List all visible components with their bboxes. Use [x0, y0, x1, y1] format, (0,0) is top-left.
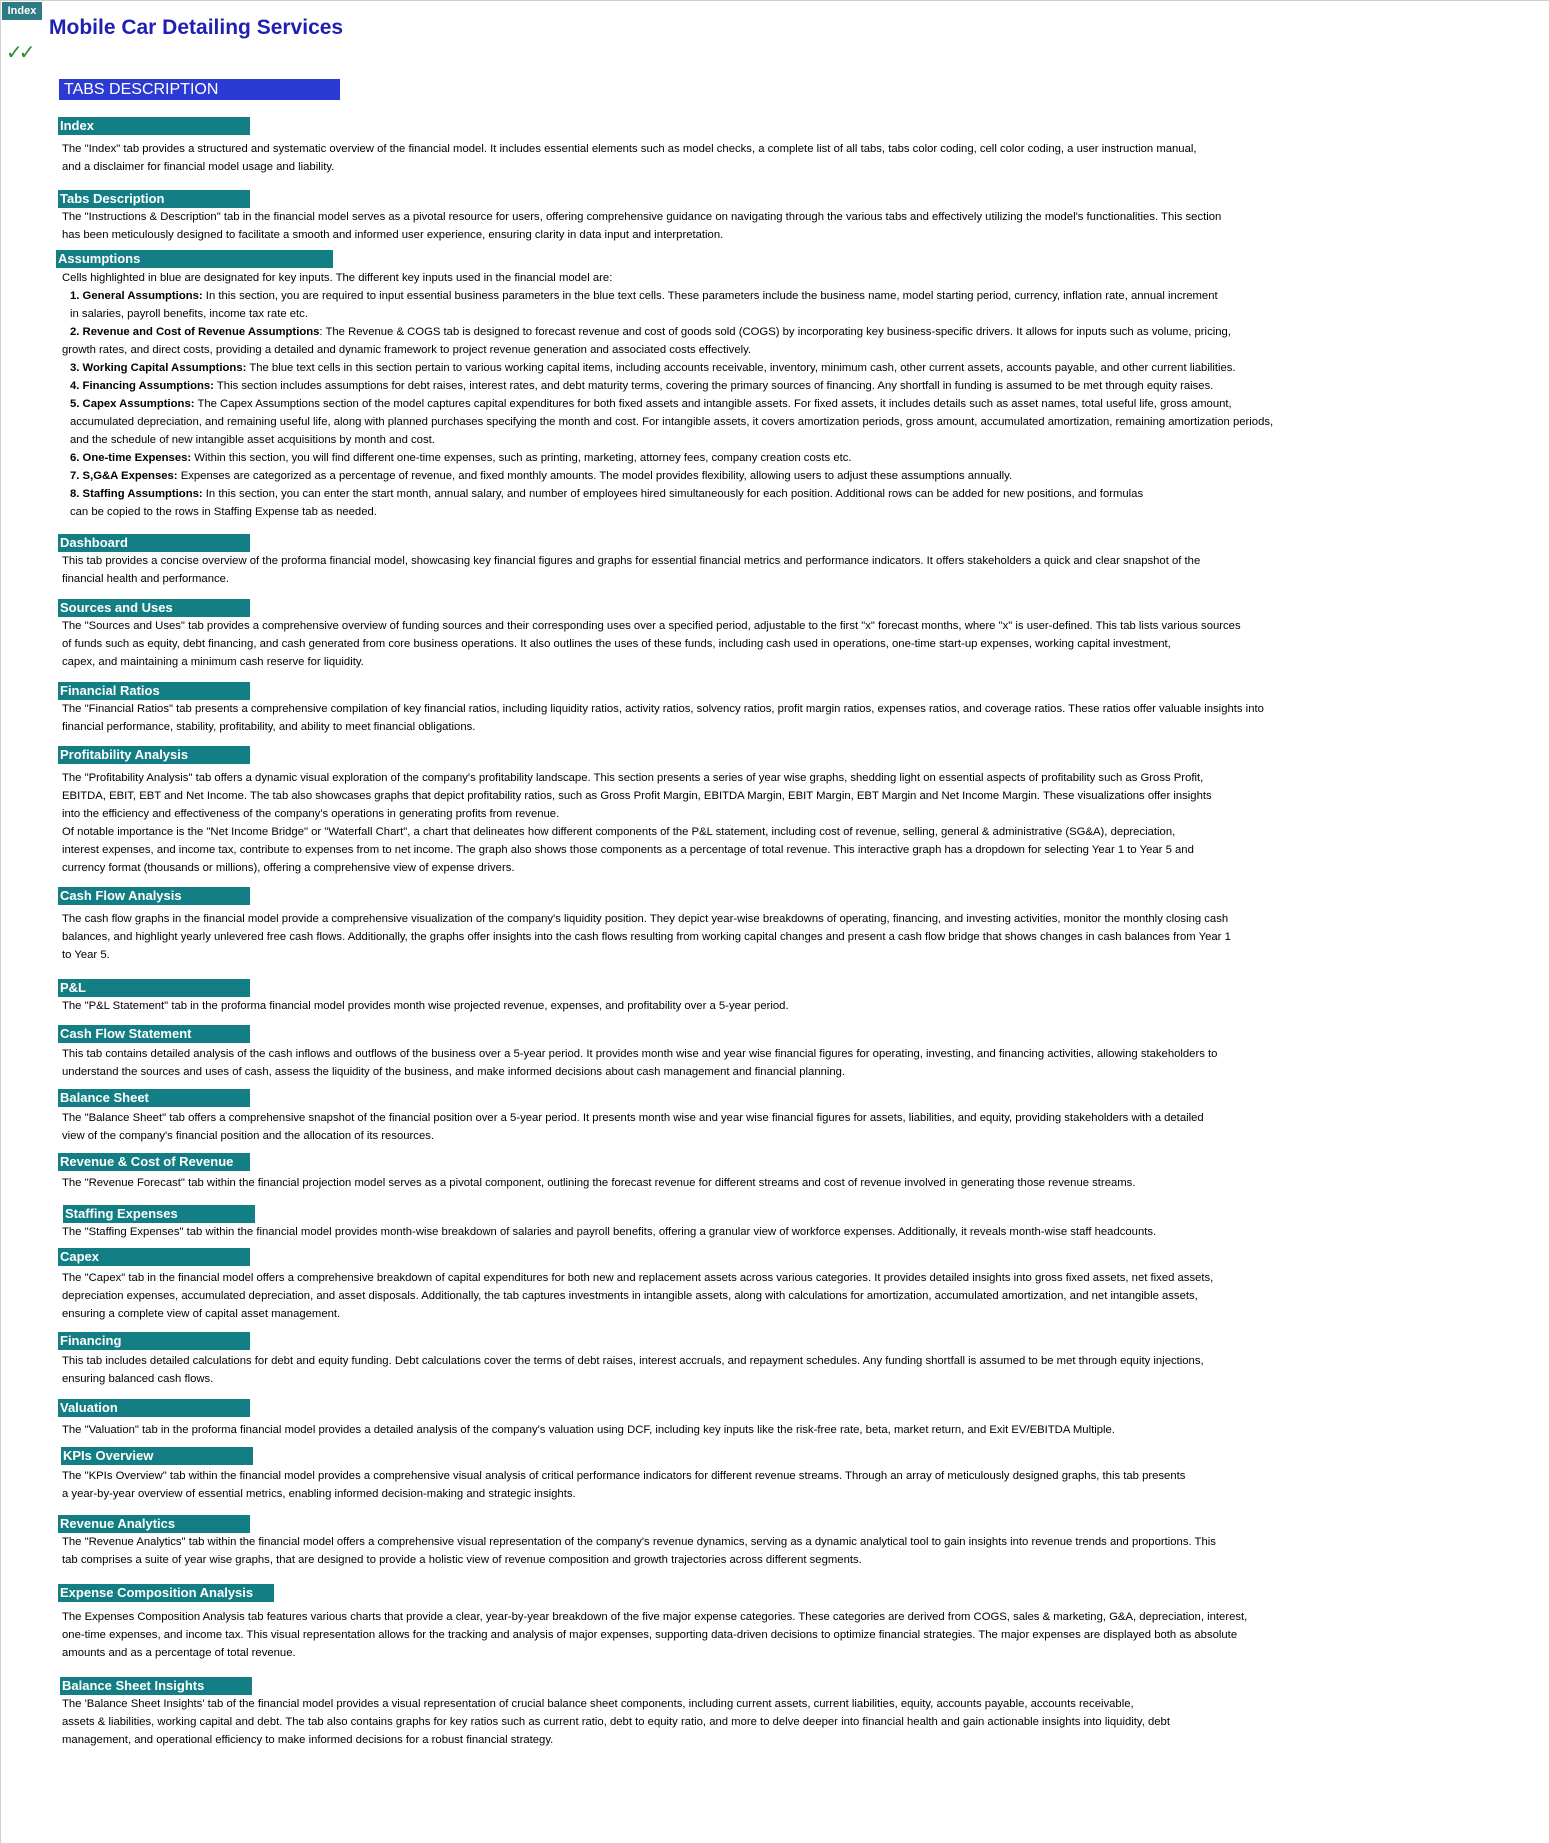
text-line: amounts and as a percentage of total revenue.: [62, 1647, 296, 1659]
section-cash-flow-analysis: [58, 887, 1402, 964]
section-balance-sheet: [58, 1089, 1402, 1145]
section-text: [62, 700, 1402, 736]
section-text: [62, 1223, 1402, 1241]
text-line: The "Index" tab provides a structured and systematic overview of the financial model. It includes essential elements such as model checks, a complete list of all tabs, tabs color coding, cell color coding, a user instruction manual,: [62, 143, 1197, 155]
section-profitability: [58, 746, 1402, 877]
text-line: into the efficiency and effectiveness of the company's operations in generating profits from revenue.: [62, 808, 560, 820]
text-line: capex, and maintaining a minimum cash reserve for liquidity.: [62, 656, 364, 668]
text-line: balances, and highlight yearly unlevered free cash flows. Additionally, the graphs offer insights into the cash flows resulting from working capital changes and present a cash flow bridge that shows changes in cash balances from Year 1: [62, 931, 1231, 943]
text-line: ensuring a complete view of capital asset management.: [62, 1308, 341, 1320]
text-line: The "Balance Sheet" tab offers a comprehensive snapshot of the financial position over a 5-year period. It presents month wise and year wise financial figures for assets, liabilities, and equity, providing stakeholders with a detailed: [62, 1112, 1204, 1124]
list-item-cont: growth rates, and direct costs, providing a detailed and dynamic framework to project revenue generation and associated costs effectively.: [62, 344, 752, 356]
list-item: 2. Revenue and Cost of Revenue Assumptions: The Revenue & COGS tab is designed to forecast revenue and cost of goods sold (COGS) by incorporating key business-specific drivers. It allows for inputs such as volume, pricing,: [70, 326, 1231, 338]
section-text: [62, 140, 1402, 176]
section-text: [62, 1174, 1402, 1192]
text-line: The "P&L Statement" tab in the proforma financial model provides month wise projected revenue, expenses, and profitability over a 5-year period.: [62, 1000, 789, 1012]
text-line: The "Instructions & Description" tab in the financial model serves as a pivotal resource for users, offering comprehensive guidance on navigating through the various tabs and effectively utilizing the model's functionalities. This section: [62, 211, 1222, 223]
list-item: 6. One-time Expenses: Within this section, you will find different one-time expenses, such as printing, marketing, attorney fees, company creation costs etc.: [70, 452, 852, 464]
text-line: Of notable importance is the "Net Income Bridge" or "Waterfall Chart", a chart that delineates how different components of the P&L statement, including cost of revenue, selling, general & administrative (SG&A), depreciation,: [62, 826, 1176, 838]
assumptions-list: [62, 287, 1402, 521]
text-line: management, and operational efficiency to make informed decisions for a robust financial strategy.: [62, 1734, 554, 1746]
text-line: The cash flow graphs in the financial model provide a comprehensive visualization of the company's liquidity position. They depict year-wise breakdowns of operating, financing, and investing activities, monitor the monthly closing cash: [62, 913, 1229, 925]
section-text: [62, 208, 1402, 244]
section-heading[interactable]: P&L: [58, 979, 250, 997]
section-text: [62, 1045, 1402, 1081]
section-heading[interactable]: Expense Composition Analysis: [58, 1584, 274, 1602]
page-title: Mobile Car Detailing Services: [49, 16, 344, 39]
text-line: The "Financial Ratios" tab presents a comprehensive compilation of key financial ratios, including liquidity ratios, activity ratios, solvency ratios, profit margin ratios, expenses ratios, and coverage ratios. These ratios offer valuable insights into: [62, 703, 1264, 715]
section-cash-flow-statement: [58, 1025, 1402, 1081]
section-text: [62, 1421, 1402, 1439]
list-item: 1. General Assumptions: In this section, you are required to input essential business parameters in the blue text cells. These parameters include the business name, model starting period, currency, inflation rate, annual increment: [70, 290, 1218, 302]
text-line: This tab contains detailed analysis of the cash inflows and outflows of the business over a 5-year period. It provides month wise and year wise financial figures for operating, investing, and financing activities, allowing stakeholders to: [62, 1048, 1218, 1060]
text-line: ensuring balanced cash flows.: [62, 1373, 214, 1385]
text-line: Cells highlighted in blue are designated for key inputs. The different key inputs used in the financial model are:: [62, 272, 613, 284]
text-line: The "KPIs Overview" tab within the financial model provides a comprehensive visual analysis of critical performance indicators for different revenue streams. Through an array of meticulously designed graphs, this tab presents: [62, 1470, 1186, 1482]
text-line: EBITDA, EBIT, EBT and Net Income. The tab also showcases graphs that depict profitability ratios, such as Gross Profit Margin, EBITDA Margin, EBIT Margin, EBT Margin and Net Income Margin. These visualizations offer insights: [62, 790, 1212, 802]
list-item: 3. Working Capital Assumptions: The blue text cells in this section pertain to various working capital items, including accounts receivable, inventory, minimum cash, other current assets, accounts payable, and other current liabilities.: [70, 362, 1236, 374]
section-text: [62, 997, 1402, 1015]
section-heading[interactable]: Balance Sheet: [58, 1089, 250, 1107]
text-line: financial performance, stability, profitability, and ability to meet financial obligations.: [62, 721, 476, 733]
section-heading[interactable]: Staffing Expenses: [63, 1205, 255, 1223]
section-heading[interactable]: Revenue Analytics: [58, 1515, 250, 1533]
text-line: financial health and performance.: [62, 573, 230, 585]
section-index: [58, 117, 1402, 176]
list-item-cont: and the schedule of new intangible asset acquisitions by month and cost.: [70, 434, 435, 446]
text-line: has been meticulously designed to facilitate a smooth and informed user experience, ensuring clarity in data input and interpretation.: [62, 229, 724, 241]
section-text: [62, 1109, 1402, 1145]
section-heading[interactable]: Balance Sheet Insights: [60, 1677, 252, 1695]
text-line: understand the sources and uses of cash, assess the liquidity of the business, and make informed decisions about cash management and financial planning.: [62, 1066, 846, 1078]
list-item-cont: can be copied to the rows in Staffing Expense tab as needed.: [70, 506, 377, 518]
section-text: [62, 769, 1402, 877]
list-item: 8. Staffing Assumptions: In this section, you can enter the start month, annual salary, and number of employees hired simultaneously for each position. Additional rows can be added for new positions, and formulas: [70, 488, 1144, 500]
list-item: 7. S,G&A Expenses: Expenses are categorized as a percentage of revenue, and fixed monthly amounts. The model provides flexibility, allowing users to adjust these assumptions annually.: [70, 470, 1013, 482]
list-item-cont: in salaries, payroll benefits, income tax rate etc.: [70, 308, 308, 320]
section-expense-composition: [58, 1584, 1402, 1662]
text-line: interest expenses, and income tax, contribute to expenses from to net income. The graph also shows those components as a percentage of total revenue. This interactive graph has a dropdown for selecting Year 1 to Year 5 and: [62, 844, 1194, 856]
text-line: The "Valuation" tab in the proforma financial model provides a detailed analysis of the company's valuation using DCF, including key inputs like the risk-free rate, beta, market return, and Exit EV/EBITDA Multiple.: [62, 1424, 1115, 1436]
text-line: to Year 5.: [62, 949, 110, 961]
section-assumptions: [56, 250, 1402, 521]
section-heading[interactable]: Capex: [58, 1248, 250, 1266]
text-line: This tab includes detailed calculations for debt and equity funding. Debt calculations cover the terms of debt raises, interest accruals, and repayment schedules. Any funding shortfall is assumed to be met through equity injections,: [62, 1355, 1204, 1367]
text-line: tab comprises a suite of year wise graphs, that are designed to provide a holistic view of revenue composition and growth trajectories across different segments.: [62, 1554, 862, 1566]
text-line: The "Capex" tab in the financial model offers a comprehensive breakdown of capital expenditures for both new and replacement assets across various categories. It provides detailed insights into gross fixed assets, net fixed assets,: [62, 1272, 1214, 1284]
section-heading[interactable]: Financial Ratios: [58, 682, 250, 700]
section-text: [62, 1608, 1402, 1662]
text-line: currency format (thousands or millions), offering a comprehensive view of expense drivers.: [62, 862, 515, 874]
section-revenue-analytics: [58, 1515, 1402, 1569]
text-line: assets & liabilities, working capital and debt. The tab also contains graphs for key ratios such as current ratio, debt to equity ratio, and more to delve deeper into financial health and gain actionable insights into liquidity, debt: [62, 1716, 1170, 1728]
text-line: The "Profitability Analysis" tab offers a dynamic visual exploration of the company's profitability landscape. This section presents a series of year wise graphs, shedding light on essential aspects of profitability such as Gross Profit,: [62, 772, 1204, 784]
section-text: [62, 1269, 1402, 1323]
text-line: The Expenses Composition Analysis tab features various charts that provide a clear, year-by-year breakdown of the five major expense categories. These categories are derived from COGS, sales & marketing, G&A, depreciation, interest,: [62, 1611, 1248, 1623]
text-line: of funds such as equity, debt financing, and cash generated from core business operations. It also outlines the uses of these funds, including cash used in operations, one-time start-up expenses, working capital investment,: [62, 638, 1171, 650]
section-revenue-cost: [58, 1153, 1402, 1192]
text-line: view of the company's financial position and the allocation of its resources.: [62, 1130, 435, 1142]
section-heading[interactable]: Financing: [58, 1332, 250, 1350]
section-text: [62, 1695, 1402, 1749]
index-button[interactable]: Index: [2, 2, 42, 20]
section-heading[interactable]: Valuation: [58, 1399, 250, 1417]
text-line: The "Sources and Uses" tab provides a comprehensive overview of funding sources and their corresponding uses over a specified period, adjustable to the first "x" forecast months, where "x" is user-defined. This tab lists various sources: [62, 620, 1241, 632]
section-bs-insights: [60, 1677, 1402, 1749]
text-line: The 'Balance Sheet Insights' tab of the financial model provides a visual representation of crucial balance sheet components, including current assets, current liabilities, equity, accounts payable, accounts receivable,: [62, 1698, 1134, 1710]
section-text: [62, 1352, 1402, 1388]
text-line: one-time expenses, and income tax. This visual representation allows for the tracking and analysis of major expenses, supporting data-driven decisions to optimize financial strategies. The major expenses are displayed both as absolute: [62, 1629, 1238, 1641]
section-valuation: [58, 1399, 1402, 1439]
text-line: a year-by-year overview of essential metrics, enabling informed decision-making and strategic insights.: [62, 1488, 576, 1500]
section-text: [62, 910, 1402, 964]
section-heading[interactable]: Sources and Uses: [58, 599, 250, 617]
text-line: The "Staffing Expenses" tab within the financial model provides month-wise breakdown of salaries and payroll benefits, offering a granular view of workforce expenses. Additionally, it reveals month-wise staff headcounts.: [62, 1226, 1157, 1238]
section-financial-ratios: [58, 682, 1402, 736]
section-heading[interactable]: Tabs Description: [58, 190, 250, 208]
list-item: 5. Capex Assumptions: The Capex Assumptions section of the model captures capital expenditures for both fixed assets and intangible assets. For fixed assets, it includes details such as asset names, total useful life, gross amount,: [70, 398, 1232, 410]
sheet-left-border: [0, 0, 1, 1843]
text-line: This tab provides a concise overview of the proforma financial model, showcasing key financial figures and graphs for essential financial metrics and performance indicators. It offers stakeholders a quick and clear snapshot of the: [62, 555, 1201, 567]
section-kpis: [61, 1447, 1402, 1503]
text-line: The "Revenue Forecast" tab within the financial projection model serves as a pivotal component, outlining the forecast revenue for different streams and cost of revenue involved in generating those revenue streams.: [62, 1177, 1136, 1189]
text-line: depreciation expenses, accumulated depreciation, and asset disposals. Additionally, the tab captures investments in intangible assets, along with calculations for amortization, accumulated amortization, and net intangible assets,: [62, 1290, 1198, 1302]
check-status-icon: ✓✓: [6, 40, 32, 64]
section-text: [62, 552, 1402, 588]
section-heading[interactable]: KPIs Overview: [61, 1447, 253, 1465]
sheet-top-border: [0, 0, 1549, 1]
list-item: 4. Financing Assumptions: This section includes assumptions for debt raises, interest rates, and debt maturity terms, covering the primary sources of financing. Any shortfall in funding is assumed to be met through equity raises.: [70, 380, 1214, 392]
section-text: [62, 1533, 1402, 1569]
section-financing: [58, 1332, 1402, 1388]
section-text: [62, 617, 1402, 671]
section-tabs-description: [58, 190, 1402, 244]
section-heading[interactable]: Assumptions: [56, 250, 333, 268]
section-staffing: [63, 1205, 1402, 1241]
section-heading[interactable]: Cash Flow Statement: [58, 1025, 250, 1043]
text-line: The "Revenue Analytics" tab within the financial model offers a comprehensive visual representation of the company's revenue dynamics, serving as a dynamic analytical tool to gain insights into revenue trends and proportions. This: [62, 1536, 1216, 1548]
tabs-description-header: TABS DESCRIPTION: [59, 79, 340, 100]
section-text: [62, 269, 1402, 521]
section-pl: [58, 979, 1402, 1015]
section-heading[interactable]: Cash Flow Analysis: [58, 887, 250, 905]
section-text: [62, 1467, 1402, 1503]
section-heading[interactable]: Revenue & Cost of Revenue: [58, 1153, 250, 1171]
section-capex: [58, 1248, 1402, 1323]
text-line: and a disclaimer for financial model usage and liability.: [62, 161, 335, 173]
section-heading[interactable]: Index: [58, 117, 250, 135]
list-item-cont: accumulated depreciation, and remaining useful life, along with planned purchases specifying the month and cost. For intangible assets, it covers amortization periods, gross amount, accumulated amortization, remaining amortization periods,: [70, 416, 1274, 428]
section-dashboard: [58, 534, 1402, 588]
section-heading[interactable]: Profitability Analysis: [58, 746, 250, 764]
section-heading[interactable]: Dashboard: [58, 534, 250, 552]
section-sources-uses: [58, 599, 1402, 671]
